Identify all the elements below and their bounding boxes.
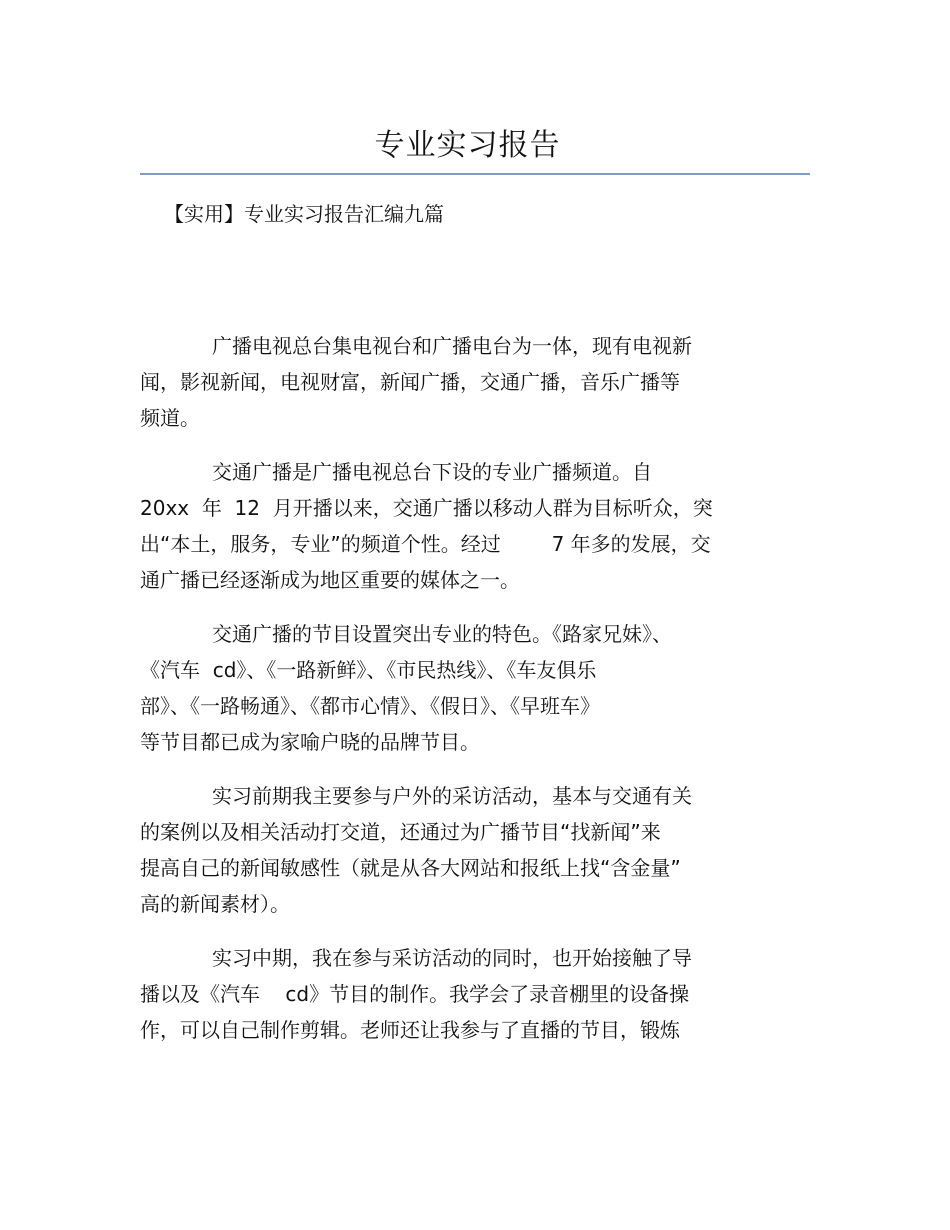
text-line: 部》、《一路畅通》、《都市心情》、《假日》、《早班车》 — [140, 694, 600, 718]
text-line: 提高自己的新闻敏感性（就是从各大网站和报纸上找“含金量” — [140, 856, 681, 880]
paragraph — [140, 778, 820, 922]
text-line: 《汽车 cd》、《一路新鲜》、《市民热线》、《车友俱乐 — [140, 658, 597, 682]
text-line: 20xx 年 12 月开播以来，交通广播以移动人群为目标听众，突 — [140, 496, 713, 520]
text-line: 播以及《汽车 cd》节目的制作。我学会了录音棚里的设备操 — [140, 982, 690, 1006]
title-divider — [140, 173, 810, 175]
text-line: 等节目都已成为家喻户晓的品牌节目。 — [140, 730, 480, 754]
text-line: 出“本土，服务，专业”的频道个性。经过 7 年多的发展，交 — [140, 532, 711, 556]
text-line: 实习中期，我在参与采访活动的同时，也开始接触了导 — [212, 946, 692, 970]
paragraph — [140, 616, 820, 760]
text-line: 高的新闻素材）。 — [140, 892, 290, 916]
paragraph — [140, 454, 820, 598]
text-line: 交通广播的节目设置突出专业的特色。《路家兄妹》、 — [212, 622, 672, 646]
text-line: 交通广播是广播电视总台下设的专业广播频道。自 — [212, 460, 652, 484]
text-line: 实习前期我主要参与户外的采访活动，基本与交通有关 — [212, 784, 692, 808]
text-line: 作，可以自己制作剪辑。老师还让我参与了直播的节目，锻炼 — [140, 1018, 680, 1042]
body-text — [140, 328, 820, 1066]
text-line: 广播电视总台集电视台和广播电台为一体，现有电视新 — [212, 334, 692, 358]
text-line: 闻，影视新闻，电视财富，新闻广播，交通广播，音乐广播等 — [140, 370, 680, 394]
paragraph — [140, 328, 820, 436]
document-subtitle: 【实用】专业实习报告汇编九篇 — [164, 202, 444, 226]
text-line: 的案例以及相关活动打交道，还通过为广播节目“找新闻”来 — [140, 820, 661, 844]
paragraph — [140, 940, 820, 1048]
text-line: 频道。 — [140, 406, 200, 430]
page-title: 专业实习报告 — [374, 128, 561, 163]
text-line: 通广播已经逐渐成为地区重要的媒体之一。 — [140, 568, 520, 592]
